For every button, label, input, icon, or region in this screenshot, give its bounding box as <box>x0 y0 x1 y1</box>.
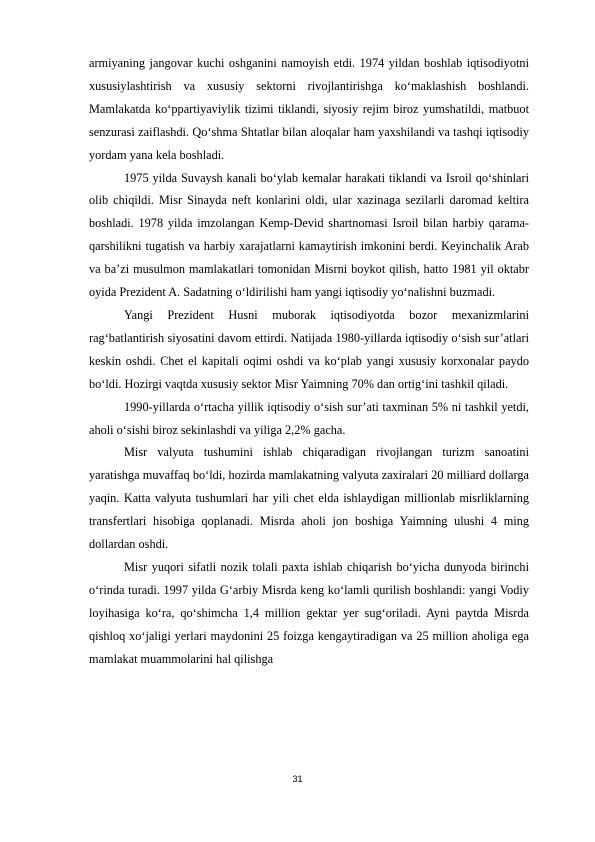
paragraph-1: armiyaning jangovar kuchi oshganini namoyish etdi. 1974 yildan boshlab iqtisodiyotni xususiylashtirish va xususiy sektorni rivojlantirishga ko‘maklashish boshlandi. Mamlakatda ko‘ppartiyaviylik tizimi tiklandi, siyosiy rejim biroz yumshatildi, matbuot senzurasi zaiflashdi. Qo‘shma Shtatlar bilan aloqalar ham yaxshilandi va tashqi iqtisodiy yordam yana kela boshladi. <box>89 56 529 162</box>
paragraph-4: 1990-yillarda o‘rtacha yillik iqtisodiy o‘sish sur’ati taxminan 5% ni tashkil yetdi, aholi o‘sishi biroz sekinlashdi va yiliga 2,2% gacha. <box>89 399 529 437</box>
page-number: 31 <box>292 774 303 784</box>
paragraph-5: Misr valyuta tushumini ishlab chiqaradigan rivojlangan turizm sanoatini yaratishga muvaffaq bo‘ldi, hozirda mamlakatning valyuta zaxiralari 20 milliard dollarga yaqin. Katta valyuta tushumlari har yili chet elda ishlaydigan millionlab misrliklarning transfertlari hisobiga qoplanadi. Misrda aholi jon boshiga Yaimning ulushi 4 ming dollardan oshdi. <box>89 445 529 552</box>
paragraph-2: 1975 yilda Suvaysh kanali bo‘ylab kemalar harakati tiklandi va Isroil qo‘shinlari olib chiqildi. Misr Sinayda neft konlarini oldi, ular xazinaga sezilarli daromad keltira boshladi. 1978 yilda imzolangan Kemp-Devid shartnomasi Isroil bilan harbiy qarama-qarshilikni tugatish va harbiy xarajatlarni kamaytirish imkonini berdi. Keyinchalik Arab va ba’zi musulmon mamlakatlari tomonidan Misrni boykot qilish, hatto 1981 yil oktabr oyida Prezident A. Sadatning o‘ldirilishi ham yangi iqtisodiy yo‘nalishni buzmadi. <box>89 170 529 300</box>
body-text <box>89 52 529 670</box>
paragraph-3: Yangi Prezident Husni muborak iqtisodiyotda bozor mexanizmlarini rag‘batlantirish siyosatini davom ettirdi. Natijada 1980-yillarda iqtisodiy o‘sish sur’atlari keskin oshdi. Chet el kapitali oqimi oshdi va ko‘plab yangi xususiy korxonalar paydo bo‘ldi. Hozirgi vaqtda xususiy sektor Misr Yaimning 70% dan ortig‘ini tashkil qiladi. <box>89 307 529 391</box>
paragraph-6: Misr yuqori sifatli nozik tolali paxta ishlab chiqarish bo‘yicha dunyoda birinchi o‘rinda turadi. 1997 yilda G‘arbiy Misrda keng ko‘lamli qurilish boshlandi: yangi Vodiy loyihasiga ko‘ra, qo‘shimcha 1,4 million gektar yer sug‘oriladi. Ayni paytda Misrda qishloq xo‘jaligi yerlari maydonini 25 foizga kengaytiradigan va 25 million aholiga ega mamlakat muammolarini hal qilishga <box>89 559 529 666</box>
